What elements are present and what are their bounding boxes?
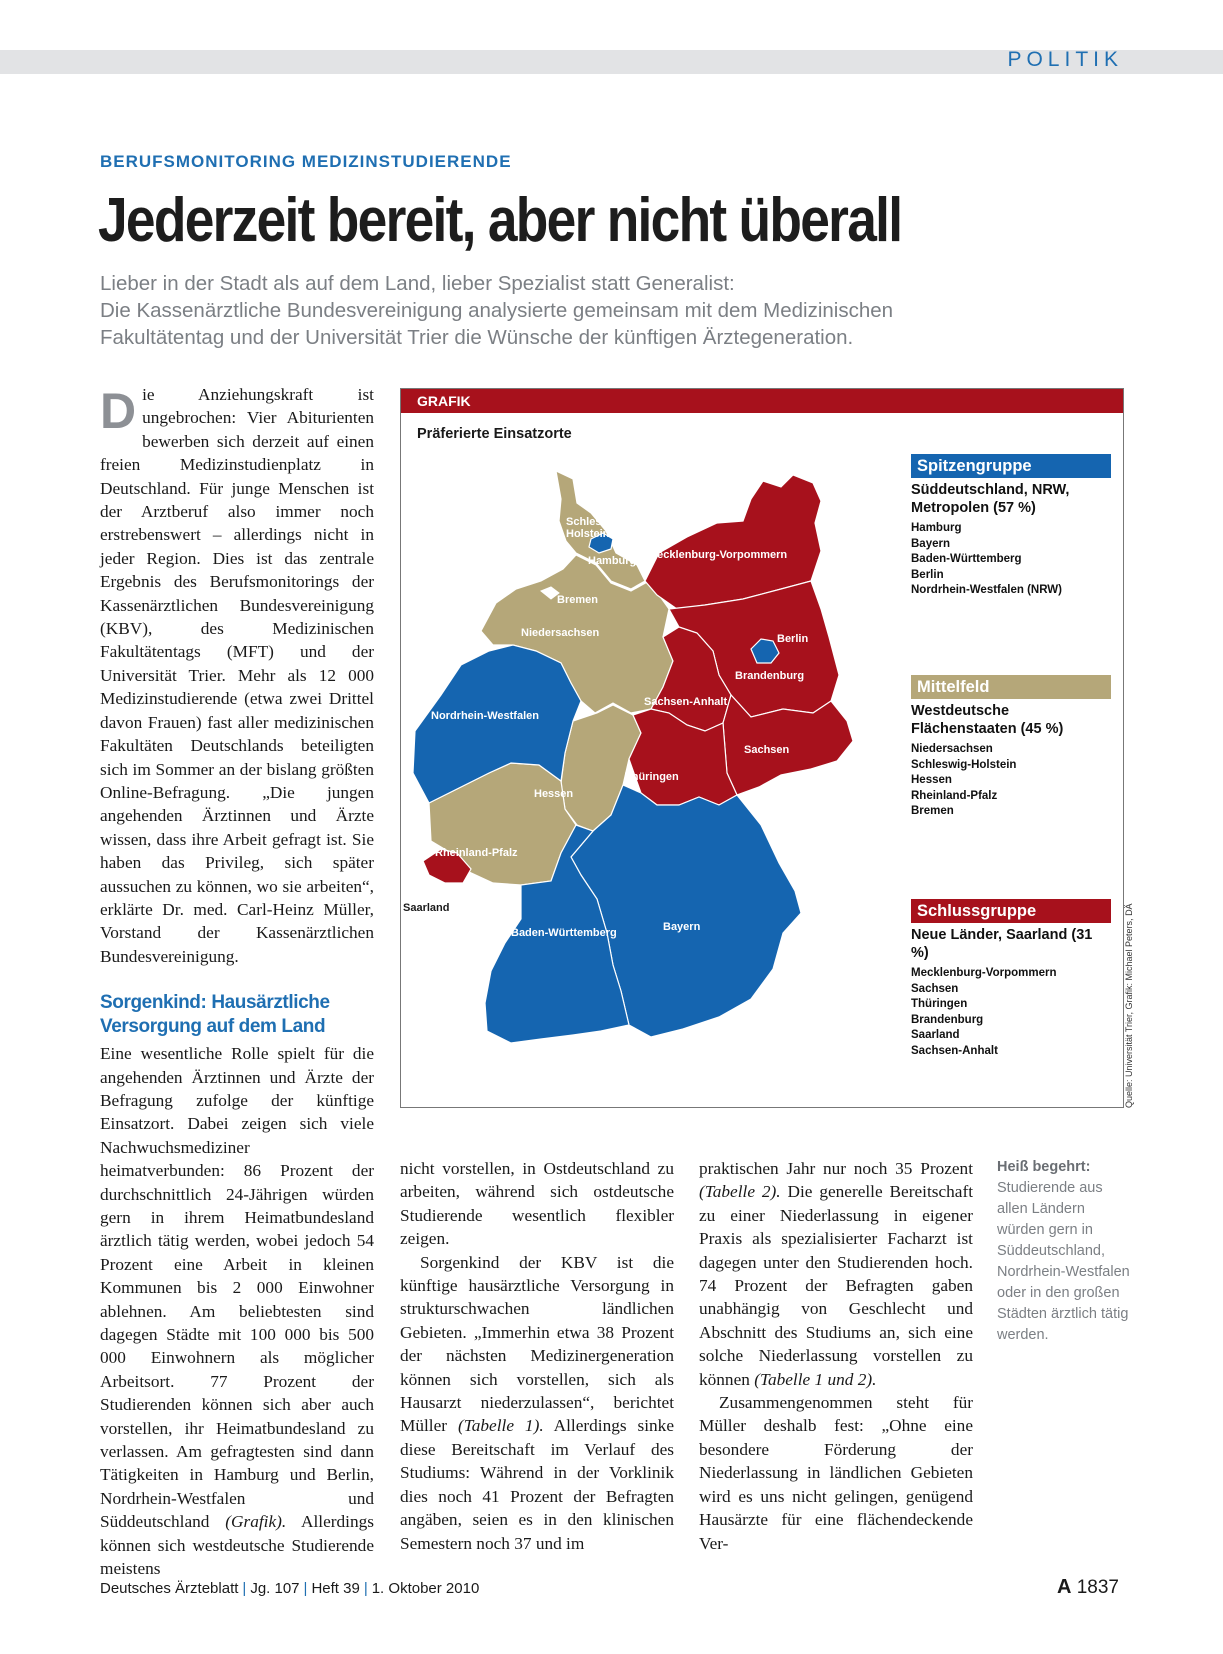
paragraph-text: Allerdings sinke diese Bereitschaft im Verlauf des Studiums: Während in der Vorklinik dies noch 41 Prozent der Befragten angäben, seien es in den klinischen Semestern noch 37 und im (400, 1416, 674, 1553)
paragraph: nicht vorstellen, in Ostdeutschland zu arbeiten, während sich ostdeutsche Studierende wesentlich flexibler zeigen. (400, 1159, 674, 1249)
caption-title: Heiß begehrt: (997, 1159, 1091, 1175)
state-label: Hamburg (588, 555, 637, 567)
legend-items (911, 966, 1111, 1059)
state-label: Hessen (534, 788, 574, 800)
legend-item: Nordrhein-Westfalen (NRW) (911, 584, 1062, 596)
legend-item: Niedersachsen (911, 743, 993, 755)
paragraph (100, 383, 374, 968)
article-headline: Jederzeit bereit, aber nicht überall (98, 186, 902, 255)
lead-line: Die Kassenärztliche Bundesvereinigung analysierte gemeinsam mit dem Medizinischen (100, 299, 894, 322)
state-label: Sachsen (744, 744, 790, 756)
graphic-source: Quelle: Universität Trier, Grafik: Michael Peters, DÄ (1124, 903, 1134, 1108)
legend-item: Saarland (911, 1029, 960, 1041)
paragraph (400, 1251, 674, 1555)
legend-item: Hessen (911, 774, 952, 786)
journal-date: 1. Oktober 2010 (371, 1580, 480, 1597)
journal-name: Deutsches Ärzteblatt (100, 1580, 239, 1597)
state-label: Mecklenburg-Vorpommern (648, 549, 788, 561)
legend-item: Bayern (911, 537, 950, 550)
legend-spitzengruppe (911, 454, 1111, 599)
paragraph-text: Allerdings können sich westdeutsche Studierende meistens (100, 1512, 374, 1579)
legend-item: Schleswig-Holstein (911, 758, 1017, 771)
state-label: Bayern (663, 921, 701, 933)
legend-item: Baden-Württemberg (911, 553, 1022, 565)
state-label: Nordrhein-Westfalen (431, 710, 539, 722)
reference-italic: (Tabelle 1 und 2). (754, 1369, 877, 1389)
legend-mittelfeld (911, 675, 1111, 820)
section-label: POLITIK (1007, 48, 1123, 71)
legend-item: Rheinland-Pfalz (911, 789, 998, 802)
paragraph: Zusammengenommen steht für Müller deshalb fest: „Ohne eine besondere Förderung der Niederlassung in ländlichen Gebieten wird es uns nicht gelingen, genügend Hausärzte für eine flächendeckende Ver- (699, 1393, 973, 1553)
lead-line: Fakultätentag und der Universität Trier die Wünsche der künftigen Ärztegeneration. (100, 326, 854, 349)
legend-group-name: Mittelfeld (911, 675, 1111, 699)
state-label: Berlin (777, 633, 809, 645)
state-label: Saarland (403, 902, 450, 914)
legend-item: Sachsen (911, 982, 959, 995)
paragraph (699, 1157, 973, 1391)
text-column-1 (100, 383, 374, 1581)
legend-group-title: Süddeutschland, NRW, Metropolen (57 %) (911, 482, 1070, 516)
legend-schlussgruppe (911, 899, 1111, 1059)
page-number (1057, 1576, 1119, 1599)
legend-item: Berlin (911, 568, 944, 581)
graphic-title: Präferierte Einsatzorte (417, 426, 572, 442)
reference-italic: (Tabelle 2). (699, 1182, 781, 1202)
article-kicker: BERUFSMONITORING MEDIZINSTUDIERENDE (100, 152, 512, 171)
state-label: Rheinland-Pfalz (435, 847, 518, 859)
map-graphic (400, 388, 1124, 1108)
legend-item: Mecklenburg-Vorpommern (911, 967, 1057, 979)
paragraph-text: Die generelle Bereitschaft zu einer Niederlassung in eigener Praxis als spezialisierter Facharzt ist dagegen unter den Studierenden hoch. 74 Prozent der Befragten gaben unabhängig von Geschlecht und Abschnitt des Studiums an, sich eine solche Niederlassung vorstellen zu können (699, 1182, 974, 1389)
reference-italic: (Grafik). (225, 1512, 287, 1532)
legend-group-name: Schlussgruppe (911, 899, 1111, 923)
paragraph-text: Eine wesentliche Rolle spielt für die angehenden Ärztinnen und Ärzte der Befragung zufolge der künftige Einsatzort. Dabei zeigen sich viele Nachwuchsmediziner heimatverbunden: 86 Prozent der durchschnittlich 24-Jährigen würden gern in ihrem Heimatbundesland ärztlich tätig werden, wobei jedoch 54 Prozent eine Arbeit in kleinen Kommunen bis 2 000 Einwohner ablehnen. Am beliebtesten sind dagegen Städte mit 100 000 bis 500 000 Einwohnern als möglicher Arbeitsort. 77 Prozent der Studierenden können sich aber auch vorstellen, ihr Heimatbundesland zu verlassen. Am gefragtesten sind dann Tätigkeiten in Hamburg und Berlin, Nordrhein-Westfalen und Süddeutschland (100, 1044, 374, 1532)
state-label: Brandenburg (735, 670, 805, 682)
germany-map (401, 413, 901, 1107)
drop-cap: D (100, 383, 137, 439)
page-footer: Deutsches Ärzteblatt | Jg. 107 | Heft 39 | 1. Oktober 2010 (100, 1580, 480, 1597)
page-value: 1837 (1076, 1577, 1119, 1598)
state-label: Niedersachsen (521, 627, 600, 639)
paragraph-text: Sorgenkind der KBV ist die künftige hausärztliche Versorgung in strukturschwachen ländlichen Gebieten. „Immerhin etwa 38 Prozent der nächsten Medizinergeneration können sich vorstellen, sich als Hausarzt niederzulassen“, berichtet Müller (400, 1252, 674, 1436)
graphic-label: GRAFIK (401, 389, 1123, 413)
article-lead (100, 270, 1040, 351)
page-prefix: A (1056, 1576, 1072, 1598)
legend-items (911, 521, 1111, 599)
image-caption (997, 1157, 1132, 1346)
reference-italic: (Tabelle 1). (457, 1416, 544, 1436)
state-label: Bremen (557, 594, 598, 606)
legend-item: Thüringen (911, 998, 968, 1010)
legend-group-title: Neue Länder, Saarland (31 %) (911, 927, 1093, 961)
legend-item: Sachsen-Anhalt (911, 1044, 998, 1057)
subheading: Sorgenkind: Hausärztliche Versorgung auf dem Land (100, 992, 330, 1038)
state-label: Sachsen-Anhalt (644, 696, 728, 708)
legend-item: Brandenburg (911, 1013, 984, 1026)
legend-group-title: Westdeutsche Flächenstaaten (45 %) (911, 703, 1064, 737)
legend-group-name: Spitzengruppe (911, 454, 1111, 478)
state-label: Thüringen (625, 771, 679, 783)
text-column-3 (699, 1157, 973, 1555)
journal-issue: Heft 39 (311, 1580, 360, 1597)
state-label: Holstein (566, 528, 610, 540)
state-label: Baden-Württemberg (511, 927, 617, 939)
paragraph (100, 1042, 374, 1580)
paragraph-text: praktischen Jahr nur noch 35 Prozent (699, 1159, 973, 1178)
text-column-2 (400, 1157, 674, 1555)
state-thueringen (629, 709, 737, 805)
legend-item: Bremen (911, 805, 954, 817)
legend-items (911, 742, 1111, 820)
lead-line: Lieber in der Stadt als auf dem Land, lieber Spezialist statt Generalist: (100, 272, 735, 295)
legend-item: Hamburg (911, 522, 962, 534)
journal-volume: Jg. 107 (250, 1580, 300, 1597)
paragraph-text: ie Anziehungskraft ist ungebrochen: Vier Abiturienten bewerben sich derzeit auf einen freien Medizinstudienplatz in Deutschland. Für junge Menschen ist der Arztberuf also immer noch erstrebenswert – allerdings nicht in jeder Region. Dies ist das zentrale Ergebnis des Berufsmonitorings der Kassenärztlichen Bundesvereinigung (KBV), des Medizinischen Fakultätentags (MFT) und der Universität Trier. Mehr als 12 000 Medizinstudierende (etwa zwei Drittel davon Frauen) fast aller medizinischen Fakultäten Deutschlands beteiligten sich im Sommer an der bislang größten Online-Befragung. „Die jungen angehenden Ärztinnen und Ärzte wissen, dass ihre Arbeit gefragt ist. Sie haben das Privileg, sich später aussuchen zu können, wo sie arbeiten“, erklärte Dr. med. Carl-Heinz Müller, Vorstand der Kassenärztlichen Bundesvereinigung. (100, 385, 374, 966)
caption-text: Studierende aus allen Ländern würden gern in Süddeutschland, Nordrhein-Westfalen oder in den großen Städten ärztlich tätig werden. (997, 1180, 1130, 1343)
state-label: Schleswig- (566, 516, 624, 528)
